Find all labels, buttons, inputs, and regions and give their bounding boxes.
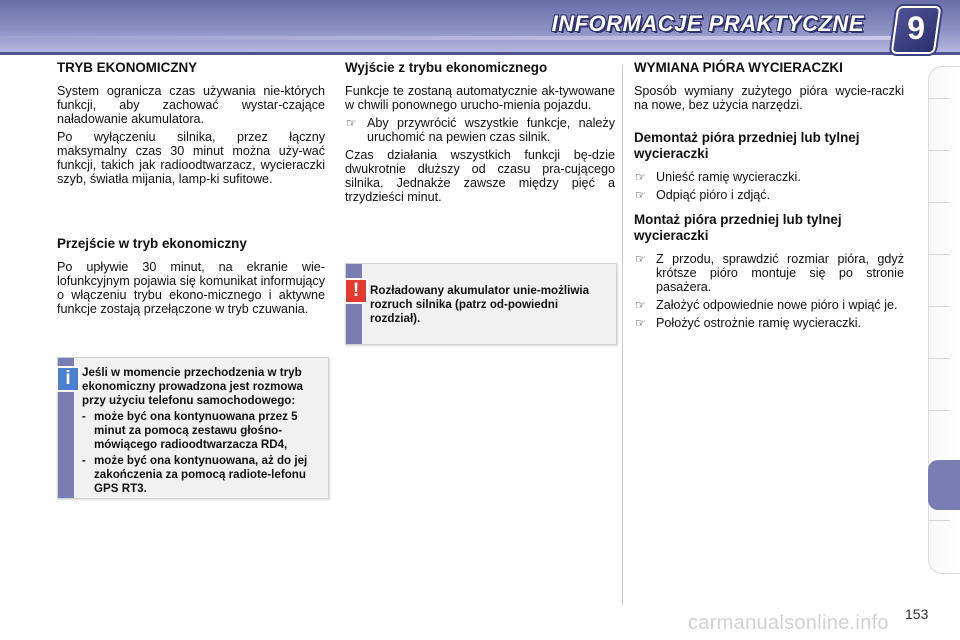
tab-divider <box>928 150 950 151</box>
chapter-tab-active[interactable] <box>928 460 960 510</box>
hand-pointer-icon: ☞ <box>635 316 646 330</box>
hand-pointer-icon: ☞ <box>635 252 646 266</box>
bullet-item: ☞ Aby przywrócić wszystkie funkcje, należy uruchomić na pewien czas silnik. <box>346 116 615 144</box>
warning-icon: ! <box>344 278 368 304</box>
bullet-item: ☞ Odpiąć pióro i zdjąć. <box>635 188 771 202</box>
info-icon: i <box>56 366 80 392</box>
bullet-item: ☞ Założyć odpowiednie nowe pióro i wpiąć je. <box>635 298 898 312</box>
tab-divider <box>928 520 950 521</box>
hand-pointer-icon: ☞ <box>635 188 646 202</box>
bullet-item: ☞ Położyć ostrożnie ramię wycieraczki. <box>635 316 862 330</box>
column-right <box>634 60 904 334</box>
warning-note <box>345 263 617 345</box>
page-header <box>0 0 960 55</box>
section-title-exit-economy-mode: Wyjście z trybu ekonomicznego <box>345 60 548 75</box>
hand-pointer-icon: ☞ <box>346 116 357 130</box>
section-title-wiper-blade-removal: Demontaż pióra przedniej lub tylnej wycieraczki <box>634 130 860 161</box>
hand-pointer-icon: ☞ <box>635 298 646 312</box>
dash-glyph: - <box>82 410 86 423</box>
warning-note-text: Rozładowany akumulator unie-możliwia rozruch silnika (patrz od-powiedni rozdział). <box>370 284 590 325</box>
info-note-item: - może być ona kontynuowana, aż do jej zakończenia za pomocą radiote-lefonu GPS RT3. <box>82 454 308 495</box>
column-middle <box>345 60 615 208</box>
info-note <box>57 357 329 499</box>
paragraph: Po wyłączeniu silnika, przez łączny maksymalny czas 30 minut można uży-wać funkcji, takich jak radioodtwarzacz, wycieraczki szyb, światła mijania, lamp-ki sufitowe. <box>57 130 325 186</box>
paragraph: System ogranicza czas używania nie-których funkcji, aby zachować wystar-czające naładowanie akumulatora. <box>57 84 325 126</box>
column-left <box>57 60 325 320</box>
note-side-bar <box>346 264 362 344</box>
section-title-entering-economy-mode: Przejście w tryb ekonomiczny <box>57 236 247 251</box>
paragraph: Sposób wymiany zużytego pióra wycie-raczki na nowe, bez użycia narzędzi. <box>634 84 904 112</box>
chapter-badge <box>891 6 942 54</box>
bullet-item: ☞ Z przodu, sprawdzić rozmiar pióra, gdyż krótsze pióro montuje się po stronie pasażera. <box>635 252 904 294</box>
section-title-economy-mode: TRYB EKONOMICZNY <box>57 60 198 75</box>
tab-divider <box>928 98 950 99</box>
page-title: INFORMACJE PRAKTYCZNE <box>551 11 864 36</box>
tab-divider <box>928 202 950 203</box>
section-title-wiper-blade-replacement: WYMIANA PIÓRA WYCIERACZKI <box>634 60 843 75</box>
section-title-wiper-blade-fitting: Montaż pióra przedniej lub tylnej wycieraczki <box>634 212 842 243</box>
info-note-intro: Jeśli w momencie przechodzenia w tryb ekonomiczny prowadzona jest rozmowa przy użyciu telefonu samochodowego: <box>82 366 303 407</box>
info-note-text <box>82 366 322 496</box>
watermark: carmanualsonline.info <box>688 612 889 634</box>
page-number: 153 <box>905 606 929 622</box>
chapter-number: 9 <box>907 10 926 46</box>
tab-divider <box>928 410 950 411</box>
info-note-item: - może być ona kontynuowana przez 5 minut za pomocą zestawu głośno-mówiącego radioodtwarzacza RD4, <box>82 410 298 451</box>
paragraph: Funkcje te zostaną automatycznie ak-tywowane w chwili ponownego urucho-mienia pojazdu. <box>345 84 615 112</box>
paragraph: Po upływie 30 minut, na ekranie wie-lofunkcyjnym pojawia się komunikat informujący o włączeniu trybu ekono-micznego i aktywne funkcje zostają przełączone w tryb czuwania. <box>57 260 325 316</box>
bullet-item: ☞ Unieść ramię wycieraczki. <box>635 170 801 184</box>
dash-glyph: - <box>82 454 86 467</box>
hand-pointer-icon: ☞ <box>635 170 646 184</box>
tab-divider <box>928 254 950 255</box>
paragraph: Czas działania wszystkich funkcji bę-dzie dwukrotnie dłuższy od czasu pra-cującego silnika. Jednakże zawsze między pięć a trzydzieści minut. <box>345 148 615 204</box>
tab-divider <box>928 358 950 359</box>
tab-divider <box>928 306 950 307</box>
column-divider <box>622 65 623 605</box>
